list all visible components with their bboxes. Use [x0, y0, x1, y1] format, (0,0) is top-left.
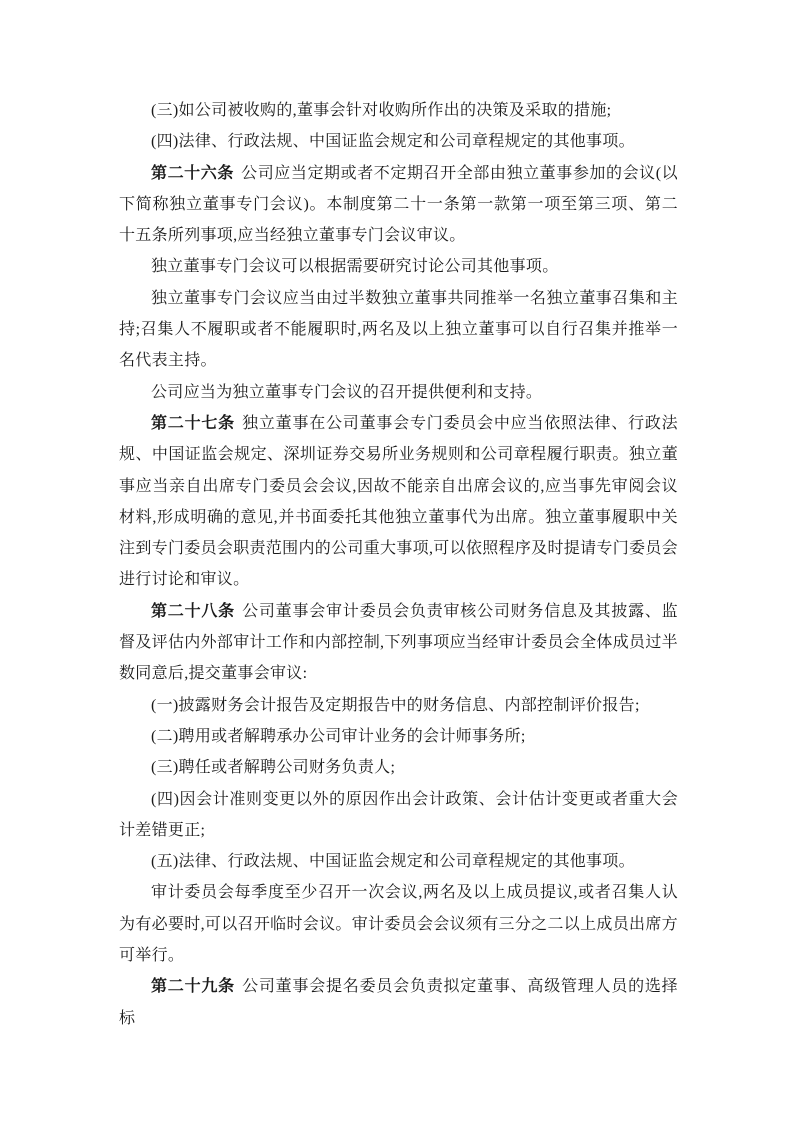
article-number: 第二十九条 [151, 978, 235, 996]
body-paragraph: (二)聘用或者解聘承办公司审计业务的会计师事务所; [151, 727, 526, 745]
article-paragraph: 第二十八条 公司董事会审计委员会负责审核公司财务信息及其披露、监督及评估内外部审计工作和内部控制,下列事项应当经审计委员会全体成员过半数同意后,提交董事会审议: [119, 602, 678, 683]
body-paragraph: 公司应当为独立董事专门会议的召开提供便利和支持。 [151, 383, 543, 401]
body-paragraph: (一)披露财务会计报告及定期报告中的财务信息、内部控制评价报告; [151, 696, 640, 714]
article-number: 第二十六条 [151, 164, 234, 182]
article-number: 第二十七条 [151, 414, 235, 432]
body-paragraph: 独立董事专门会议应当由过半数独立董事共同推举一名独立董事召集和主持;召集人不履职或者不能履职时,两名及以上独立董事可以自行召集并推举一名代表主持。 [119, 289, 678, 370]
article-paragraph: 第二十六条 公司应当定期或者不定期召开全部由独立董事参加的会议(以下简称独立董事专门会议)。本制度第二十一条第一款第一项至第三项、第二十五条所列事项,应当经独立董事专门会议审议。 [119, 164, 678, 245]
article-paragraph: 第二十九条 公司董事会提名委员会负责拟定董事、高级管理人员的选择标 [119, 978, 678, 1027]
body-paragraph: (三)聘任或者解聘公司财务负责人; [151, 759, 396, 777]
article-paragraph: 第二十七条 独立董事在公司董事会专门委员会中应当依照法律、行政法规、中国证监会规定、深圳证券交易所业务规则和公司章程履行职责。独立董事应当亲自出席专门委员会会议,因故不能亲自出席会议的,应当事先审阅会议材料,形成明确的意见,并书面委托其他独立董事代为出席。独立董事履职中关注到专门委员会职责范围内的公司重大事项,可以依照程序及时提请专门委员会进行讨论和审议。 [119, 414, 678, 589]
body-paragraph: (五)法律、行政法规、中国证监会规定和公司章程规定的其他事项。 [151, 853, 635, 871]
body-paragraph: (四)因会计准则变更以外的原因作出会计政策、会计估计变更或者重大会计差错更正; [119, 790, 678, 839]
body-paragraph: 独立董事专门会议可以根据需要研究讨论公司其他事项。 [151, 258, 559, 276]
body-paragraph: 审计委员会每季度至少召开一次会议,两名及以上成员提议,或者召集人认为有必要时,可以召开临时会议。审计委员会会议须有三分之二以上成员出席方可举行。 [119, 884, 678, 965]
document-body [119, 95, 678, 1034]
body-paragraph: (三)如公司被收购的,董事会针对收购所作出的决策及采取的措施; [151, 102, 612, 119]
article-number: 第二十八条 [151, 602, 235, 620]
body-paragraph: (四)法律、行政法规、中国证监会规定和公司章程规定的其他事项。 [151, 133, 635, 151]
